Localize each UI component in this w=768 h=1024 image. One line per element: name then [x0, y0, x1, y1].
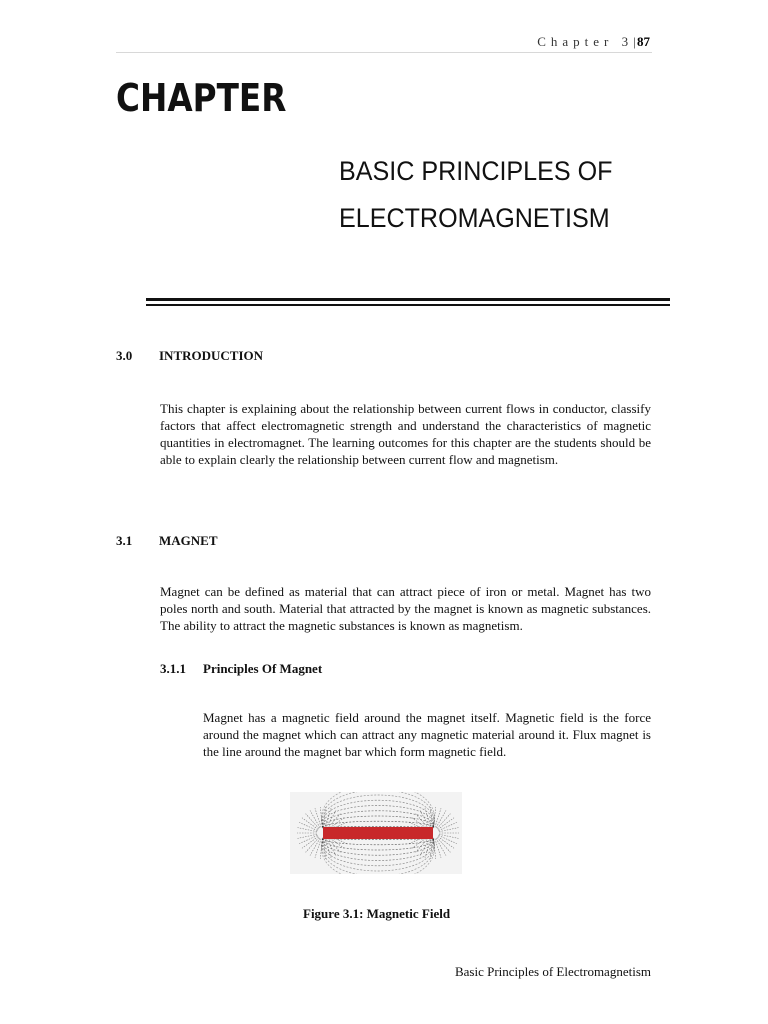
figure-caption: Figure 3.1: Magnetic Field — [303, 906, 451, 921]
chapter-title — [339, 148, 612, 242]
chapter-title-line-1: BASIC PRINCIPLES OF — [339, 156, 613, 186]
page-header — [116, 30, 652, 53]
section-number: 3.0 — [116, 348, 133, 363]
magnetic-field-image — [290, 792, 462, 874]
section-title: INTRODUCTION — [159, 348, 264, 363]
section-number: 3.1 — [116, 533, 133, 548]
section-title: MAGNET — [159, 533, 218, 548]
header-chapter-label: Chapter 3 — [537, 34, 634, 49]
subsection-heading-principles-of-magnet — [160, 661, 322, 677]
chapter-heading: CHAPTER — [116, 76, 287, 120]
page-footer: Basic Principles of Electromagnetism — [454, 964, 651, 979]
magnet-bar — [323, 827, 433, 839]
principles-paragraph: Magnet has a magnetic field around the magnet itself. Magnetic field is the force around the magnet which can attract any magnetic material around it. Flux magnet is the line around the magnet bar which form magnetic field. — [203, 710, 651, 759]
magnet-paragraph: Magnet can be defined as material that can attract piece of iron or metal. Magnet has two poles north and south. Material that attracted by the magnet is known as magnetic substances. The ability to attract the magnetic substances is known as magnetism. — [160, 584, 651, 633]
title-rule-top — [146, 298, 670, 301]
header-separator: | — [633, 34, 636, 49]
subsection-title: Principles Of Magnet — [203, 661, 323, 676]
magnetic-field-figure — [290, 792, 462, 874]
section-heading-introduction — [116, 348, 263, 364]
chapter-title-line-2: ELECTROMAGNETISM — [339, 203, 610, 233]
introduction-paragraph: This chapter is explaining about the relationship between current flows in conductor, classify factors that affect electromagnetic strength and understand the characteristics of magnetic quantities in electromagnet. The learning outcomes for this chapter are the students should be able to explain clearly the relationship between current flow and magnetism. — [160, 401, 651, 467]
page-number: 87 — [637, 34, 650, 49]
header-text — [537, 34, 650, 50]
section-heading-magnet — [116, 533, 218, 549]
subsection-number: 3.1.1 — [160, 661, 186, 676]
title-rule-bottom — [146, 304, 670, 306]
